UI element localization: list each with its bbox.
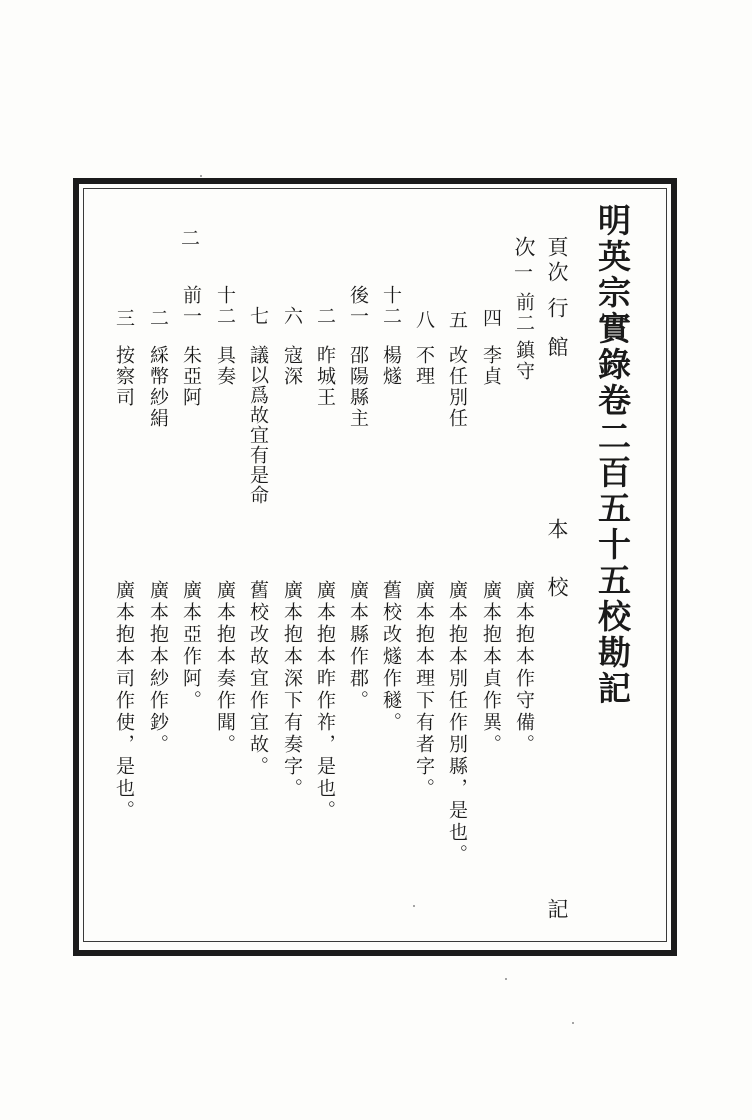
entry-text: 昨城王 [314, 345, 336, 408]
entry-line: 八 [413, 310, 435, 331]
entry-line: 七 [247, 306, 269, 327]
header-page-line: 頁次 [545, 236, 569, 286]
entry-note: 廣本抱本昨作祚，是也。 [314, 580, 336, 822]
entry-note: 廣本縣作郡。 [347, 580, 369, 712]
page-title: 明英宗實錄卷二百五十五校勘記 [593, 203, 632, 707]
entry-text: 楊燧 [380, 345, 402, 387]
entry-text: 議以爲故宜有是命 [247, 345, 269, 505]
entry-note: 廣本抱本理下有者字。 [413, 580, 435, 800]
entry-text: 綵幣紗絹 [147, 345, 169, 429]
entry-text: 不理 [413, 345, 435, 387]
header-line: 次 [512, 236, 536, 261]
entry-line: 三 [113, 308, 135, 329]
entry-line: 十二 [380, 285, 402, 327]
entry-line: 六 [281, 306, 303, 327]
header-guan: 館 [545, 336, 569, 361]
entry-note: 舊校改故宜作宜故。 [247, 580, 269, 778]
entry-text: 按察司 [113, 345, 135, 408]
paper-speck [505, 978, 507, 980]
entry-text: 朱亞阿 [180, 345, 202, 408]
entry-line: 五 [446, 310, 468, 331]
entry-note: 舊校改燧作穟。 [380, 580, 402, 734]
entry-text: 鎮守 [513, 340, 535, 382]
entry-note: 廣本抱本深下有奏字。 [281, 580, 303, 800]
paper-speck [413, 905, 415, 907]
entry-text: 邵陽縣主 [347, 345, 369, 429]
header-jiao: 校 [545, 576, 569, 601]
entry-text: 改任別任 [446, 345, 468, 429]
header-ben: 本 [545, 518, 569, 543]
entry-line: 前一 [180, 285, 202, 327]
entry-line: 後一 [347, 285, 369, 327]
entry-text: 李貞 [480, 345, 502, 387]
entry-line: 前二 [513, 292, 535, 334]
paper-speck [572, 1022, 574, 1024]
entry-note: 廣本抱本作守備。 [513, 580, 535, 756]
entry-text: 寇深 [281, 345, 303, 387]
header-ji: 記 [545, 898, 569, 923]
entry-note: 廣本抱本司作使，是也。 [113, 580, 135, 822]
entry-line: 十二 [214, 285, 236, 327]
entry-note: 廣本抱本別任作別縣，是也。 [446, 580, 468, 866]
paper-speck [200, 175, 202, 177]
entry-page-number: 二 [178, 228, 200, 255]
inner-border [83, 188, 667, 942]
entry-line: 二 [314, 306, 336, 327]
entry-note: 廣本抱本貞作異。 [480, 580, 502, 756]
entry-page-number: 一 [511, 262, 533, 289]
entry-note: 廣本抱本奏作聞。 [214, 580, 236, 756]
entry-note: 廣本抱本紗作鈔。 [147, 580, 169, 756]
entry-line: 二 [147, 308, 169, 329]
entry-note: 廣本亞作阿。 [180, 580, 202, 712]
header-row: 行 [545, 297, 569, 322]
entry-text: 具奏 [214, 345, 236, 387]
entry-line: 四 [480, 308, 502, 329]
